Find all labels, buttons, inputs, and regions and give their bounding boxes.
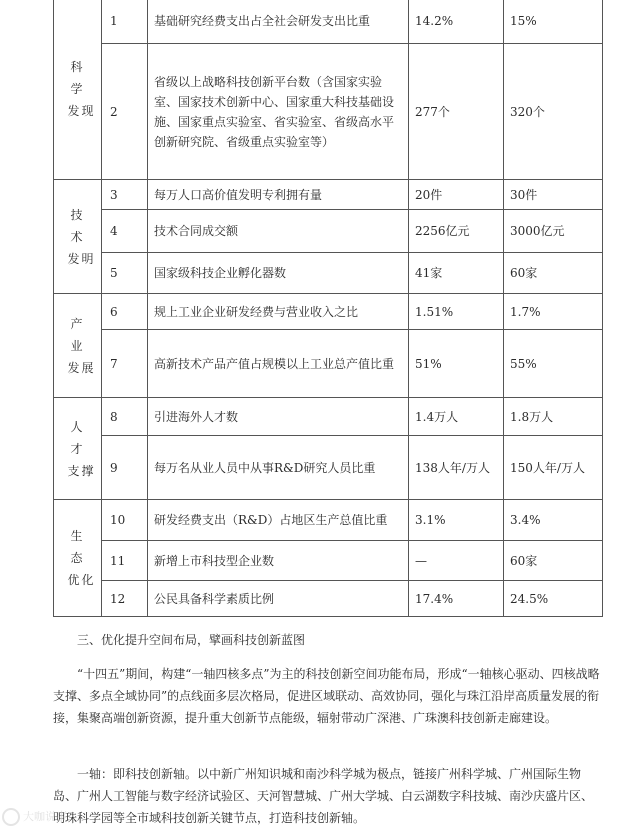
watermark-text: 大咖说事 [23,810,67,823]
table-row [54,44,603,180]
watermark-logo-icon [2,808,20,826]
base-value: 1.4万人 [409,398,504,436]
base-value: 138人年/万人 [409,436,504,500]
indicator-table [53,0,603,617]
category-label: 产业 [70,316,93,353]
target-value: 24.5% [504,581,603,617]
indicator-name: 国家级科技企业孵化器数 [148,253,409,294]
row-number: 3 [102,180,148,210]
table-row [54,541,603,581]
indicator-name: 每万名从业人员中从事R&D研究人员比重 [148,436,409,500]
base-value: 277个 [409,44,504,180]
base-value: 14.2% [409,0,504,44]
base-value: 3.1% [409,500,504,541]
row-number: 7 [102,330,148,398]
row-number: 6 [102,294,148,330]
indicator-name: 每万人口高价值发明专利拥有量 [148,180,409,210]
target-value: 15% [504,0,603,44]
indicator-name: 技术合同成交额 [148,210,409,253]
category-label: 发现 [67,104,96,118]
category-label: 发展 [67,360,96,375]
indicator-name: 新增上市科技型企业数 [148,541,409,581]
target-value: 3.4% [504,500,603,541]
indicator-name: 公民具备科学素质比例 [148,581,409,617]
category-cell [54,294,102,398]
indicator-name: 规上工业企业研发经费与营业收入之比 [148,294,409,330]
category-cell [54,500,102,617]
base-value: — [409,541,504,581]
table-row [54,330,603,398]
row-number: 8 [102,398,148,436]
base-value: 2256亿元 [409,210,504,253]
table-row [54,581,603,617]
indicator-name: 研发经费支出（R&D）占地区生产总值比重 [148,500,409,541]
base-value: 41家 [409,253,504,294]
category-label: 人才 [70,419,93,456]
target-value: 320个 [504,44,603,180]
row-number: 9 [102,436,148,500]
target-value: 60家 [504,253,603,294]
body-paragraph: “十四五”期间，构建“一轴四核多点”为主的科技创新空间功能布局，形成“一轴核心驱动、四核战略支撑、多点全域协同”的点线面多层次格局，促进区域联动、高效协同，强化与珠江沿岸高质量发展的衔接，集聚高端创新资源，提升重大创新节点能级，辐射带动广深港、广珠澳科技创新走廊建设。 [53,667,600,725]
table-row [54,294,603,330]
row-number: 2 [102,44,148,180]
indicator-name: 引进海外人才数 [148,398,409,436]
table-row [54,436,603,500]
target-value: 1.7% [504,294,603,330]
table-row [54,253,603,294]
row-number: 12 [102,581,148,617]
row-number: 5 [102,253,148,294]
target-value: 3000亿元 [504,210,603,253]
base-value: 20件 [409,180,504,210]
category-label: 发明 [67,251,96,266]
body-paragraph: 一轴：即科技创新轴。以中新广州知识城和南沙科学城为极点，链接广州科学城、广州国际生物岛、广州人工智能与数字经济试验区、天河智慧城、广州大学城、白云湖数字科技城、南沙庆盛片区、明珠科学园等全市域科技创新关键节点，打造科技创新轴。 [53,767,594,825]
row-number: 11 [102,541,148,581]
indicator-name: 高新技术产品产值占规模以上工业总产值比重 [148,330,409,398]
row-number: 4 [102,210,148,253]
target-value: 30件 [504,180,603,210]
category-label: 生态 [70,529,93,565]
indicator-name: 省级以上战略科技创新平台数（含国家实验室、国家技术创新中心、国家重大科技基础设施、国家重点实验室、省实验室、省级高水平创新研究院、省级重点实验室等） [148,44,409,180]
category-cell [54,180,102,294]
target-value: 150人年/万人 [504,436,603,500]
table-row [54,398,603,436]
table-row [54,180,603,210]
category-label: 优化 [67,573,96,587]
category-cell [54,398,102,500]
base-value: 1.51% [409,294,504,330]
table-row [54,210,603,253]
target-value: 1.8万人 [504,398,603,436]
row-number: 10 [102,500,148,541]
base-value: 51% [409,330,504,398]
section-heading: 三、优化提升空间布局，擘画科技创新蓝图 [77,633,306,647]
row-number: 1 [102,0,148,44]
category-cell [54,0,102,180]
table-row [54,500,603,541]
target-value: 60家 [504,541,603,581]
watermark [2,808,67,826]
base-value: 17.4% [409,581,504,617]
category-label: 技术 [70,207,93,244]
indicator-name: 基础研究经费支出占全社会研发支出比重 [148,0,409,44]
category-label: 支撑 [67,463,96,478]
target-value: 55% [504,330,603,398]
table-row [54,0,603,44]
category-label: 科学 [70,60,93,96]
